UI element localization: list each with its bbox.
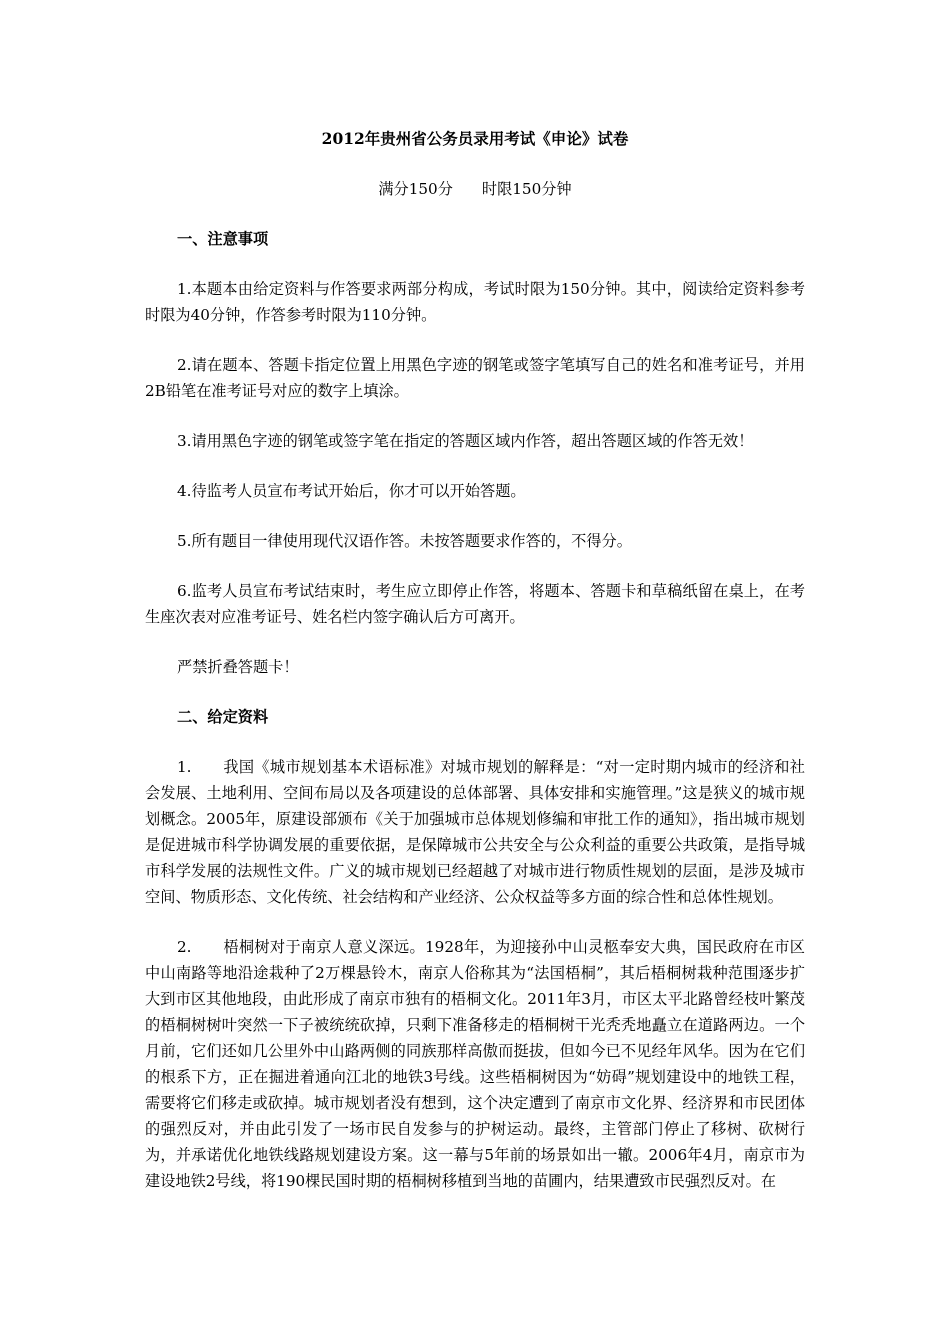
material-item-text: 我国《城市规划基本术语标准》对城市规划的解释是：“对一定时期内城市的经济和社会发展、土地利用、空间布局以及各项建设的总体部署、具体安排和实施管理。”这是狭义的城市规划概念。2005年，原建设部颁布《关于加强城市总体规划修编和审批工作的通知》，指出城市规划是促进城市科学协调发展的重要依据，是保障城市公共安全与公众利益的重要公共政策，是指导城市科学发展的法规性文件。广义的城市规划已经超越了对城市进行物质性规划的层面，是涉及城市空间、物质形态、文化传统、社会结构和产业经济、公众权益等多方面的综合性和总体性规划。 [145, 758, 805, 906]
material-item [145, 934, 805, 1194]
notes-paragraph: 6.监考人员宣布考试结束时，考生应立即停止作答，将题本、答题卡和草稿纸留在桌上，在考生座次表对应准考证号、姓名栏内签字确认后方可离开。 [145, 582, 805, 626]
material-item-number: 1. [177, 758, 192, 776]
material-item [145, 754, 805, 910]
material-item-text: 梧桐树对于南京人意义深远。1928年，为迎接孙中山灵柩奉安大典，国民政府在市区中山南路等地沿途栽种了2万棵悬铃木，南京人俗称其为“法国梧桐”，其后梧桐树栽种范围逐步扩大到市区其他地段，由此形成了南京市独有的梧桐文化。2011年3月，市区太平北路曾经枝叶繁茂的梧桐树树叶突然一下子被统统砍掉，只剩下准备移走的梧桐树干光秃秃地矗立在道路两边。一个月前，它们还如几公里外中山路两侧的同族那样高傲而挺拔，但如今已不见经年风华。因为在它们的根系下方，正在掘进着通向江北的地铁3号线。这些梧桐树因为“妨碍”规划建设中的地铁工程，需要将它们移走或砍掉。城市规划者没有想到，这个决定遭到了南京市文化界、经济界和市民团体的强烈反对，并由此引发了一场市民自发参与的护树运动。最终，主管部门停止了移树、砍树行为，并承诺优化地铁线路规划建设方案。这一幕与5年前的场景如出一辙。2006年4月，南京市为建设地铁2号线，将190棵民国时期的梧桐树移植到当地的苗圃内，结果遭致市民强烈反对。在 [145, 938, 805, 1190]
document-subtitle: 满分150分 时限150分钟 [378, 180, 572, 198]
notes-paragraph: 5.所有题目一律使用现代汉语作答。未按答题要求作答的，不得分。 [177, 532, 632, 550]
section-heading-notes: 一、注意事项 [177, 230, 269, 248]
notes-paragraph: 3.请用黑色字迹的钢笔或签字笔在指定的答题区域内作答，超出答题区域的作答无效！ [177, 432, 754, 450]
notes-paragraph: 2.请在题本、答题卡指定位置上用黑色字迹的钢笔或签字笔填写自己的姓名和准考证号，并用2B铅笔在准考证号对应的数字上填涂。 [145, 356, 805, 400]
notes-warning: 严禁折叠答题卡！ [177, 658, 299, 676]
material-item-number: 2. [177, 938, 192, 956]
notes-paragraph: 1.本题本由给定资料与作答要求两部分构成，考试时限为150分钟。其中，阅读给定资料参考时限为40分钟，作答参考时限为110分钟。 [145, 280, 805, 324]
document-page [145, 126, 805, 1218]
section-heading-materials: 二、给定资料 [177, 708, 269, 726]
document-title: 2012年贵州省公务员录用考试《申论》试卷 [321, 129, 629, 148]
notes-paragraph: 4.待监考人员宣布考试开始后，你才可以开始答题。 [177, 482, 526, 500]
